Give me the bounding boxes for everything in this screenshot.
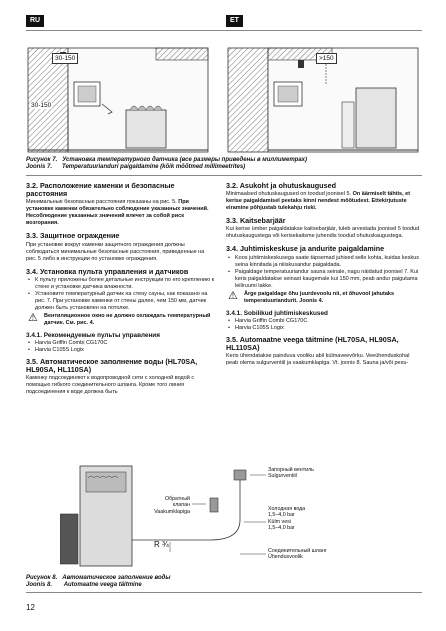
ru-heading-3-4-1: 3.4.1. Рекомендуемые пульты управления (26, 331, 160, 339)
ru-text-3-3: При установке вокруг каменки защитного ограждения должны соблюдаться минимальные безопасные расстояния, приведенные на рис. 5 либо в инструкции по установке ограждения. (26, 241, 205, 262)
et-heading-3-5: 3.5. Automaatne veega täitmine (HL70SA, HL90SA, HL110SA) (226, 334, 399, 353)
ru-text-3-2: Минимальные безопасные расстояния показаны на рис. 5. (26, 199, 177, 206)
et-warning (226, 291, 422, 305)
ru-bullet-3-4-1: • К пульту приложены более детальные инструкции по его креплению к стене и установке датчика влажности. (35, 277, 216, 291)
header-rule (26, 30, 422, 31)
et-heading-3-3: 3.3. Kaitsebarjäär (226, 216, 286, 226)
ru-bullet-3-4-2: • Установите температурный датчик на стену сауны, как показано на рис. 7. При установке каменки от стены далее, чем 150 мм, датчик должен быть установлен на потолке. (35, 291, 216, 312)
dimension-label-a: 30-150 (52, 53, 78, 64)
dimension-label-b: >150 (316, 53, 337, 64)
ru-bullet-3-4-1-a: • Harvia Griffin Combi CG170C (35, 340, 216, 347)
ru-heading-3-2: 3.2. Расположение каменки и безопасные расстояния (26, 181, 175, 199)
ru-bold-3-2: При установке каменки обязательно соблюдение указанных значений. Несоблюдение указанных значений влечет за собой риск возгорания. (26, 199, 209, 227)
lang-tag-ru: RU (26, 15, 44, 27)
caption-rule (26, 175, 422, 176)
figure-8-caption-et (26, 582, 422, 590)
figure-8-label-ru: Рисунок 8. (26, 575, 58, 581)
hose-label (268, 548, 327, 561)
et-bullet-3-4-1-a: • Harvia Griffin Combi CG170C (235, 318, 422, 325)
et-bullet-3-4-1-b: • Harvia C105S Logix (235, 325, 422, 332)
check-valve-label-ru: Обратный клапан (164, 496, 190, 509)
figure-7-illustration (26, 38, 422, 154)
cold-water-label (268, 506, 305, 532)
figure-7-text-et: Temperatuurianduri paigaldamine (kõik mõõtmed millimeetrites) (62, 164, 246, 170)
cold-water-pressure-ru: 1,5–4,0 bar (268, 512, 295, 519)
ru-bullet-3-4-1-b: • Harvia C105S Logix (35, 347, 216, 354)
dimension-label-a2: 30-150 (31, 102, 52, 109)
figure-8-label-et: Joonis 8. (26, 582, 53, 588)
lang-tag-et: ET (226, 15, 243, 27)
check-valve-icon (210, 498, 218, 512)
warning-icon: ⚠ (228, 289, 238, 302)
shutoff-valve-label-ru: Запорный вентиль (268, 467, 314, 473)
warning-icon: ⚠ (28, 311, 38, 324)
shutoff-valve-label (268, 467, 314, 480)
figure-7-label-et: Joonis 7. (26, 164, 53, 170)
cold-water-label-et: Külm vesi (268, 518, 291, 525)
ru-text-3-5: Каменку подсоединяют к водопроводной сети с холодной водой с помощью гибкого соединительного шланга. Кроме того линия подсоединения к воде должна быть (26, 375, 195, 396)
et-warning-text: Ärge paigaldage õhu juurdevoolu nii, et õhuvool jahutaks temperatuuriandurit. Joonis 4. (244, 290, 395, 304)
sensor-icon-2 (298, 60, 304, 68)
ru-heading-3-4: 3.4. Установка пульта управления и датчиков (26, 266, 189, 276)
figure-7-label-ru: Рисунок 7. (26, 157, 58, 163)
check-valve-label (152, 496, 190, 515)
figure-8-text-et: Automaatne veega täitmine (63, 582, 142, 588)
side-panel-icon (60, 514, 78, 564)
ru-warning-text: Вентиляционное окно не должно охлаждать температурный датчик. См. рис. 4. (44, 312, 211, 326)
figure-7-caption-et (26, 164, 422, 172)
hose-label-et: Ühendusvoolik (268, 554, 303, 561)
et-text-3-5: Keris ühendatakse painduva vooliku abil külmaveevõrku. Veeühenduskohal peab olema sulgurventiil ja vaakumklapiga. Vt. joonis 8. Sauna ja/või pesu- (226, 353, 410, 367)
thread-size-label: R ¾ (154, 540, 169, 549)
column-et (226, 182, 422, 367)
et-bold-3-2: On äärmiselt tähtis, et kerise paigaldamisel peetaks kinni nendest mõõtudest. Ettekirjutuste eiramine põhjustab tulekahju riski. (226, 191, 411, 212)
heater-icon-2 (356, 88, 396, 148)
et-heading-3-4: 3.4. Juhtimiskeskuse ja andurite paigaldamine (226, 244, 385, 254)
ru-warning (26, 313, 216, 327)
et-heading-3-4-1: 3.4.1. Sobilikud juhtimiskeskused (226, 309, 328, 317)
figure-8-illustration (60, 462, 400, 568)
et-text-3-2: Minimaalsed ohutuskaugused on toodud joonisel 5. (226, 191, 352, 198)
check-valve-label-et: Vaakumklapiga (154, 508, 190, 515)
et-heading-3-2: 3.2. Asukoht ja ohutuskaugused (226, 181, 336, 190)
cold-water-label-ru: Холодная вода (268, 506, 306, 512)
footer-rule (26, 592, 422, 593)
figure-8-text-ru: Автоматическое заполнение воды (62, 575, 171, 581)
et-bullet-3-4-2: • Paigaldage temperatuuriandur sauna seinale, nagu näidatud joonisel 7. Kui keris paigaldatakse seinast kaugemale kui 150 mm, peab andur paigutama leiliruumi lakke. (235, 269, 422, 290)
cold-water-pressure-et: 1,5–4,0 bar (268, 525, 295, 532)
ru-heading-3-3: 3.3. Защитное ограждение (26, 231, 120, 241)
column-ru (26, 182, 216, 396)
page-number: 12 (26, 603, 35, 612)
ru-heading-3-5: 3.5. Автоматическое заполнение воды (HL70SA, HL90SA, HL110SA) (26, 357, 198, 375)
shutoff-valve-icon (234, 470, 246, 480)
et-text-3-3: Kui kerise ümber paigaldatakse kaitsebarjäär, tuleb arvestada joonisel 5 toodud ohutuskaugustega või kerisekaitsme juhendis toodud ohutuskaugustega. (226, 226, 420, 240)
heater-icon (126, 110, 166, 148)
shutoff-valve-label-et: Sulgurventiil (268, 473, 297, 480)
hose-label-ru: Соединительный шланг (268, 548, 327, 554)
et-bullet-3-4-1: • Koos juhtimiskeskusega saate täpsemad juhised selle kohta, kuidas keskus seina kinnitada ja niiiskusandur paigaldada. (235, 255, 422, 269)
figure-7-text-ru: Установка температурного датчика (все размеры приведены в миллиметрах) (62, 157, 307, 163)
